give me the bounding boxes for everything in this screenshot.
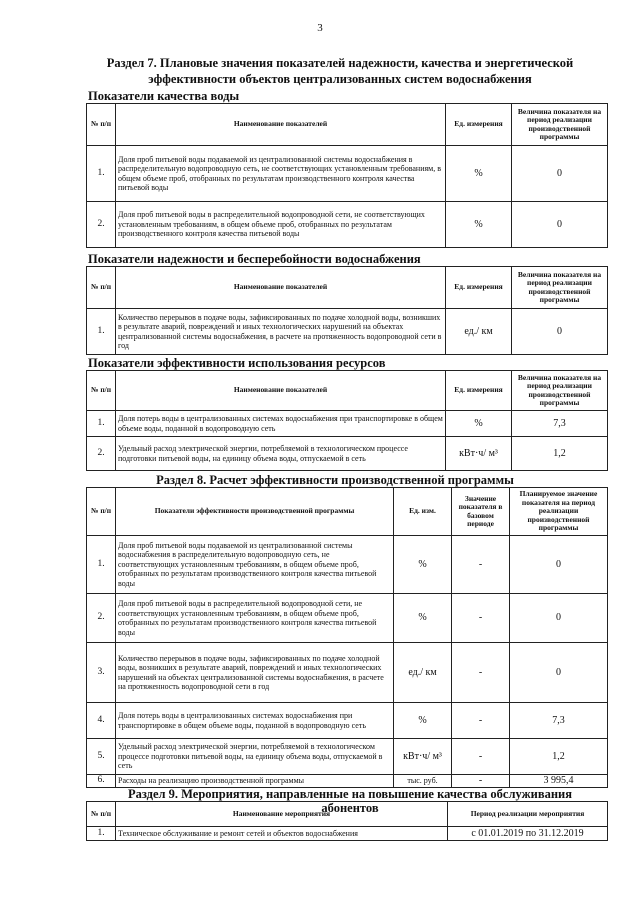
- row-num: 3.: [87, 643, 116, 703]
- row-plan: 3 995,4: [510, 775, 608, 788]
- header-num: № п/п: [87, 488, 116, 536]
- row-num: 4.: [87, 703, 116, 739]
- page-number: 3: [317, 22, 323, 34]
- row-unit: %: [394, 594, 452, 643]
- table-row: [87, 437, 608, 471]
- table-row: [87, 202, 608, 248]
- reliability-table: [86, 266, 608, 355]
- table-row: [87, 739, 608, 775]
- table-row: [87, 411, 608, 437]
- header-name: Наименование показателей: [116, 104, 446, 146]
- row-name: Доля проб питьевой воды в распределительной водопроводной сети, не соответствующих установленным требованиям, в общем объеме проб, отобранных по результатам производственного контроля качества питьевой воды: [116, 202, 446, 248]
- row-unit: кВт·ч/ м³: [446, 437, 512, 471]
- header-value: Величина показателя на период реализации производственной программы: [512, 371, 608, 411]
- row-unit: %: [446, 146, 512, 202]
- header-name: Показатели эффективности производственной программы: [116, 488, 394, 536]
- row-name: Количество перерывов в подаче воды, зафиксированных по подаче холодной воды, возникших в результате аварий, повреждений и иных технологических нарушений на объектах централизованной системы водоснабжения, в расчете на протяженность водопроводной сети в год: [116, 309, 446, 355]
- table-row: [87, 703, 608, 739]
- row-num: 6.: [87, 775, 116, 788]
- row-name: Расходы на реализацию производственной программы: [116, 775, 394, 788]
- row-num: 1.: [87, 309, 116, 355]
- quality-heading: Показатели качества воды: [88, 89, 240, 103]
- header-period: Период реализации мероприятия: [448, 802, 608, 827]
- row-period: с 01.01.2019 по 31.12.2019: [448, 827, 608, 841]
- header-num: № п/п: [87, 104, 116, 146]
- header-name: Наименование показателей: [116, 267, 446, 309]
- row-value: 7,3: [512, 411, 608, 437]
- row-unit: %: [394, 536, 452, 594]
- table-row: [87, 643, 608, 703]
- row-base: -: [452, 703, 510, 739]
- row-name: Удельный расход электрической энергии, потребляемой в технологическом процессе подготовки питьевой воды, на единицу объема воды, отпускаемой в сеть: [116, 437, 446, 471]
- table-row: [87, 594, 608, 643]
- header-plan: Планируемое значение показателя на период реализации производственной программы: [510, 488, 608, 536]
- reliability-heading: Показатели надежности и бесперебойности водоснабжения: [88, 252, 421, 266]
- table-row: [87, 827, 608, 841]
- section7-title-line1: Раздел 7. Плановые значения показателей надежности, качества и энергетической: [106, 56, 574, 70]
- efficiency-table: [86, 370, 608, 471]
- row-name: Количество перерывов в подаче воды, зафиксированных по подаче холодной воды, возникших в результате аварий, повреждений и иных технологических нарушений на объектах централизованной системы водоснабжения, в расчете на протяженность водопроводной сети в год: [116, 643, 394, 703]
- row-plan: 7,3: [510, 703, 608, 739]
- efficiency-program-table: [86, 487, 608, 788]
- header-name: Наименование мероприятия: [116, 802, 448, 827]
- header-num: № п/п: [87, 802, 116, 827]
- header-base: Значение показателя в базовом периоде: [452, 488, 510, 536]
- header-unit: Ед. измерения: [446, 371, 512, 411]
- row-num: 1.: [87, 536, 116, 594]
- row-unit: %: [446, 202, 512, 248]
- table-row: [87, 309, 608, 355]
- row-name: Доля проб питьевой воды в распределительной водопроводной сети, не соответствующих установленным требованиям, в общем объеме проб, отобранных по результатам производственного контроля качества питьевой воды: [116, 594, 394, 643]
- measures-table: [86, 801, 608, 841]
- row-base: -: [452, 594, 510, 643]
- header-num: № п/п: [87, 267, 116, 309]
- row-num: 2.: [87, 594, 116, 643]
- header-value: Величина показателя на период реализации производственной программы: [512, 267, 608, 309]
- quality-table: [86, 103, 608, 248]
- header-name: Наименование показателей: [116, 371, 446, 411]
- row-num: 1.: [87, 411, 116, 437]
- table-row: [87, 536, 608, 594]
- row-num: 2.: [87, 437, 116, 471]
- row-unit: тыс. руб.: [394, 775, 452, 788]
- row-base: -: [452, 536, 510, 594]
- row-value: 0: [512, 146, 608, 202]
- row-num: 2.: [87, 202, 116, 248]
- header-value: Величина показателя на период реализации производственной программы: [512, 104, 608, 146]
- row-unit: %: [446, 411, 512, 437]
- row-unit: ед./ км: [394, 643, 452, 703]
- section8-title: Раздел 8. Расчет эффективности производственной программы: [156, 473, 514, 487]
- row-name: Доля потерь воды в централизованных системах водоснабжения при транспортировке в общем объеме воды, поданной в водопроводную сеть: [116, 703, 394, 739]
- row-base: -: [452, 739, 510, 775]
- table-row: [87, 146, 608, 202]
- row-name: Доля потерь воды в централизованных системах водоснабжения при транспортировке в общем объеме воды, поданной в водопроводную сеть: [116, 411, 446, 437]
- row-value: 0: [512, 202, 608, 248]
- row-unit: %: [394, 703, 452, 739]
- row-value: 0: [512, 309, 608, 355]
- row-base: -: [452, 775, 510, 788]
- header-unit: Ед. измерения: [446, 104, 512, 146]
- header-unit: Ед. измерения: [446, 267, 512, 309]
- row-name: Доля проб питьевой воды подаваемой из централизованной системы водоснабжения в распределительную водопроводную сеть, не соответствующих установленным требованиям, в общем объеме проб, отобранных по результатам производственного контроля качества питьевой воды: [116, 146, 446, 202]
- row-value: 1,2: [512, 437, 608, 471]
- row-num: 5.: [87, 739, 116, 775]
- row-plan: 0: [510, 594, 608, 643]
- section9-title: Раздел 9. Мероприятия, направленные на повышение качества обслуживания абонентов: [127, 787, 573, 815]
- row-num: 1.: [87, 146, 116, 202]
- header-num: № п/п: [87, 371, 116, 411]
- row-plan: 0: [510, 536, 608, 594]
- row-plan: 0: [510, 643, 608, 703]
- row-name: Доля проб питьевой воды подаваемой из централизованной системы водоснабжения в распределительную водопроводную сеть, не соответствующих установленным требованиям, в общем объеме проб, отобранных по результатам производственного контроля качества питьевой воды: [116, 536, 394, 594]
- efficiency-heading: Показатели эффективности использования ресурсов: [88, 356, 386, 370]
- row-unit: кВт·ч/ м³: [394, 739, 452, 775]
- row-num: 1.: [87, 827, 116, 841]
- row-plan: 1,2: [510, 739, 608, 775]
- row-base: -: [452, 643, 510, 703]
- row-unit: ед./ км: [446, 309, 512, 355]
- section7-title-line2: эффективности объектов централизованных систем водоснабжения: [148, 72, 532, 86]
- table-row: [87, 775, 608, 788]
- row-name: Техническое обслуживание и ремонт сетей и объектов водоснабжения: [116, 827, 448, 841]
- row-name: Удельный расход электрической энергии, потребляемой в технологическом процессе подготовки питьевой воды, на единицу объема воды, отпускаемой в сеть: [116, 739, 394, 775]
- header-unit: Ед. изм.: [394, 488, 452, 536]
